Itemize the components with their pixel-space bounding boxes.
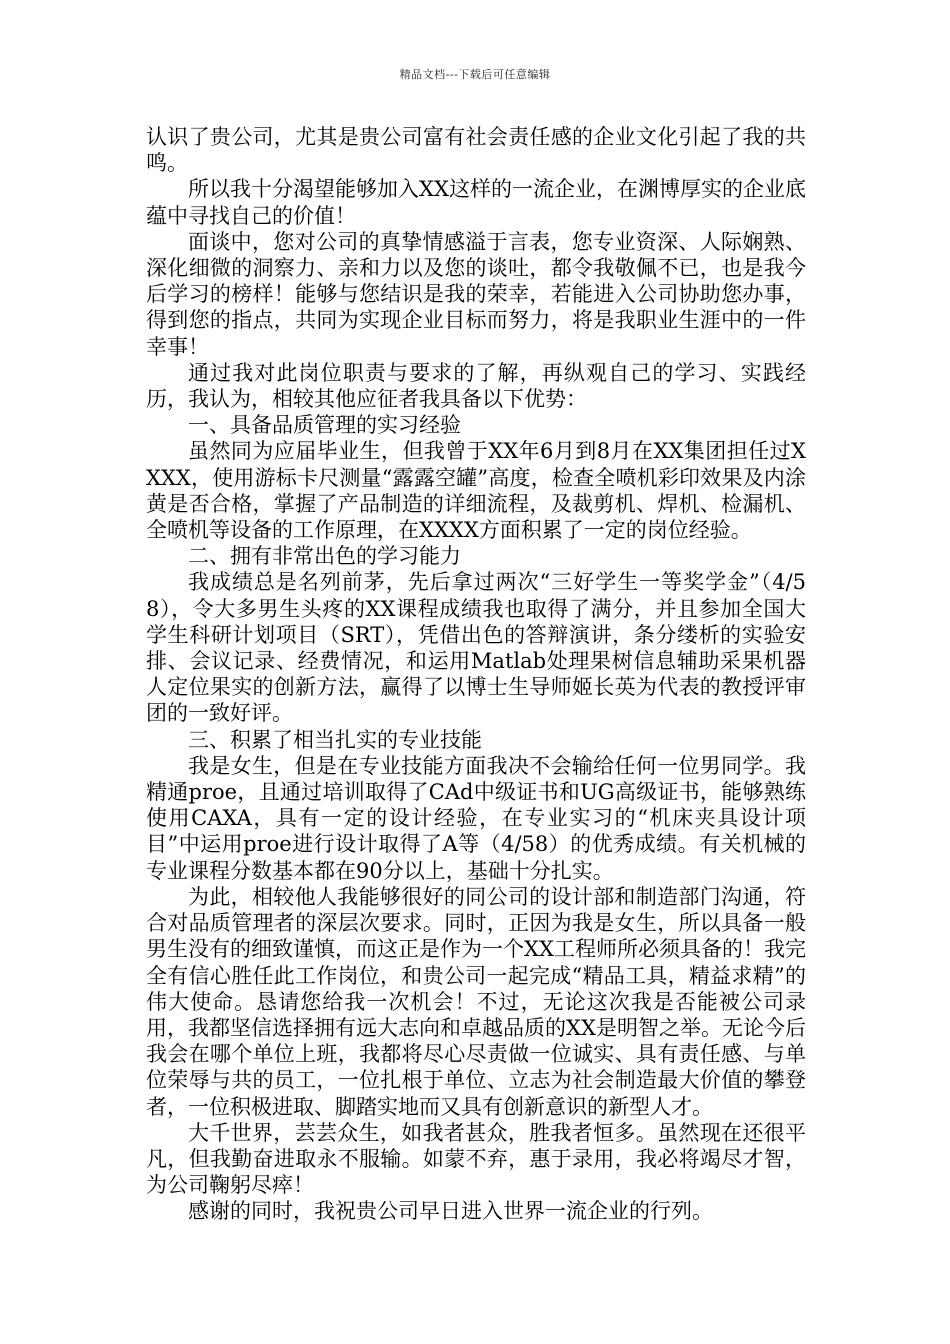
paragraph-skills: 我是女生，但是在专业技能方面我决不会输给任何一位男同学。我精通proe，且通过培训取得了CAd中级证书和UG高级证书，能够熟练使用CAXA，具有一定的设计经验，在专业实习的“机床夹具设计项目”中运用proe进行设计取得了A等（4/58）的优秀成绩。有关机械的专业课程分数基本都在90分以上，基础十分扎实。 <box>146 753 806 883</box>
paragraph-thanks: 感谢的同时，我祝贵公司早日进入世界一流企业的行列。 <box>188 1199 713 1224</box>
paragraph-interview: 面谈中，您对公司的真挚情感溢于言表，您专业资深、人际娴熟、深化细微的洞察力、亲和力以及您的谈吐，都令我敬佩不已，也是我今后学习的榜样！能够与您结识是我的荣幸，若能进入公司协助您办事，得到您的指点，共同为实现企业目标而努力，将是我职业生涯中的一件幸事！ <box>146 229 806 359</box>
paragraph-advantages-intro: 通过我对此岗位职责与要求的了解，再纵观自己的学习、实践经历，我认为，相较其他应征者我具备以下优势： <box>146 360 806 412</box>
paragraph-closing: 大千世界，芸芸众生，如我者甚众，胜我者恒多。虽然现在还很平凡，但我勤奋进取永不服输。如蒙不弃，惠于录用，我必将竭尽才智，为公司鞠躬尽瘁！ <box>146 1120 806 1198</box>
paragraph-desire: 所以我十分渴望能够加入XX这样的一流企业，在渊博厚实的企业底蕴中寻找自己的价值！ <box>146 177 806 228</box>
section-heading-1: 一、具备品质管理的实习经验 <box>188 413 461 438</box>
paragraph-learning: 我成绩总是名列前茅，先后拿过两次“三好学生一等奖学金”（4/58），令大多男生头疼的XX课程成绩我也取得了满分，并且参加全国大学生科研计划项目（SRT），凭借出色的答辩演讲，条分缕析的实验安排、会议记录、经费情况，和运用Matlab处理果树信息辅助采果机器人定位果实的创新方法，赢得了以博士生导师姬长英为代表的教授评审团的一致好评。 <box>146 570 806 726</box>
page-header: 精品文档---下载后可任意编辑 <box>399 68 551 81</box>
paragraph-commitment: 为此，相较他人我能够很好的同公司的设计部和制造部门沟通，符合对品质管理者的深层次要求。同时，正因为我是女生，所以具备一般男生没有的细致谨慎，而这正是作为一个XX工程师所必须具备的！我完全有信心胜任此工作岗位，和贵公司一起完成“精品工具，精益求精”的伟大使命。恳请您给我一次机会！不过，无论这次我是否能被公司录用，我都坚信选择拥有远大志向和卓越品质的XX是明智之举。无论今后我会在哪个单位上班，我都将尽心尽责做一位诚实、具有责任感、与单位荣辱与共的员工，一位扎根于单位、立志为社会制造最大价值的攀登者，一位积极进取、脚踏实地而又具有创新意识的新型人才。 <box>146 884 806 1119</box>
section-heading-3: 三、积累了相当扎实的专业技能 <box>188 727 482 752</box>
paragraph-continuation: 认识了贵公司，尤其是贵公司富有社会责任感的企业文化引起了我的共鸣。 <box>146 125 806 176</box>
section-heading-2: 二、拥有非常出色的学习能力 <box>188 544 461 569</box>
document-body <box>146 124 806 1225</box>
paragraph-internship: 虽然同为应届毕业生，但我曾于XX年6月到8月在XX集团担任过XXXX，使用游标卡尺测量“露露空罐”高度，检查全喷机彩印效果及内涂黄是否合格，掌握了产品制造的详细流程，及裁剪机、焊机、检漏机、全喷机等设备的工作原理，在XXXX方面积累了一定的岗位经验。 <box>146 439 806 543</box>
